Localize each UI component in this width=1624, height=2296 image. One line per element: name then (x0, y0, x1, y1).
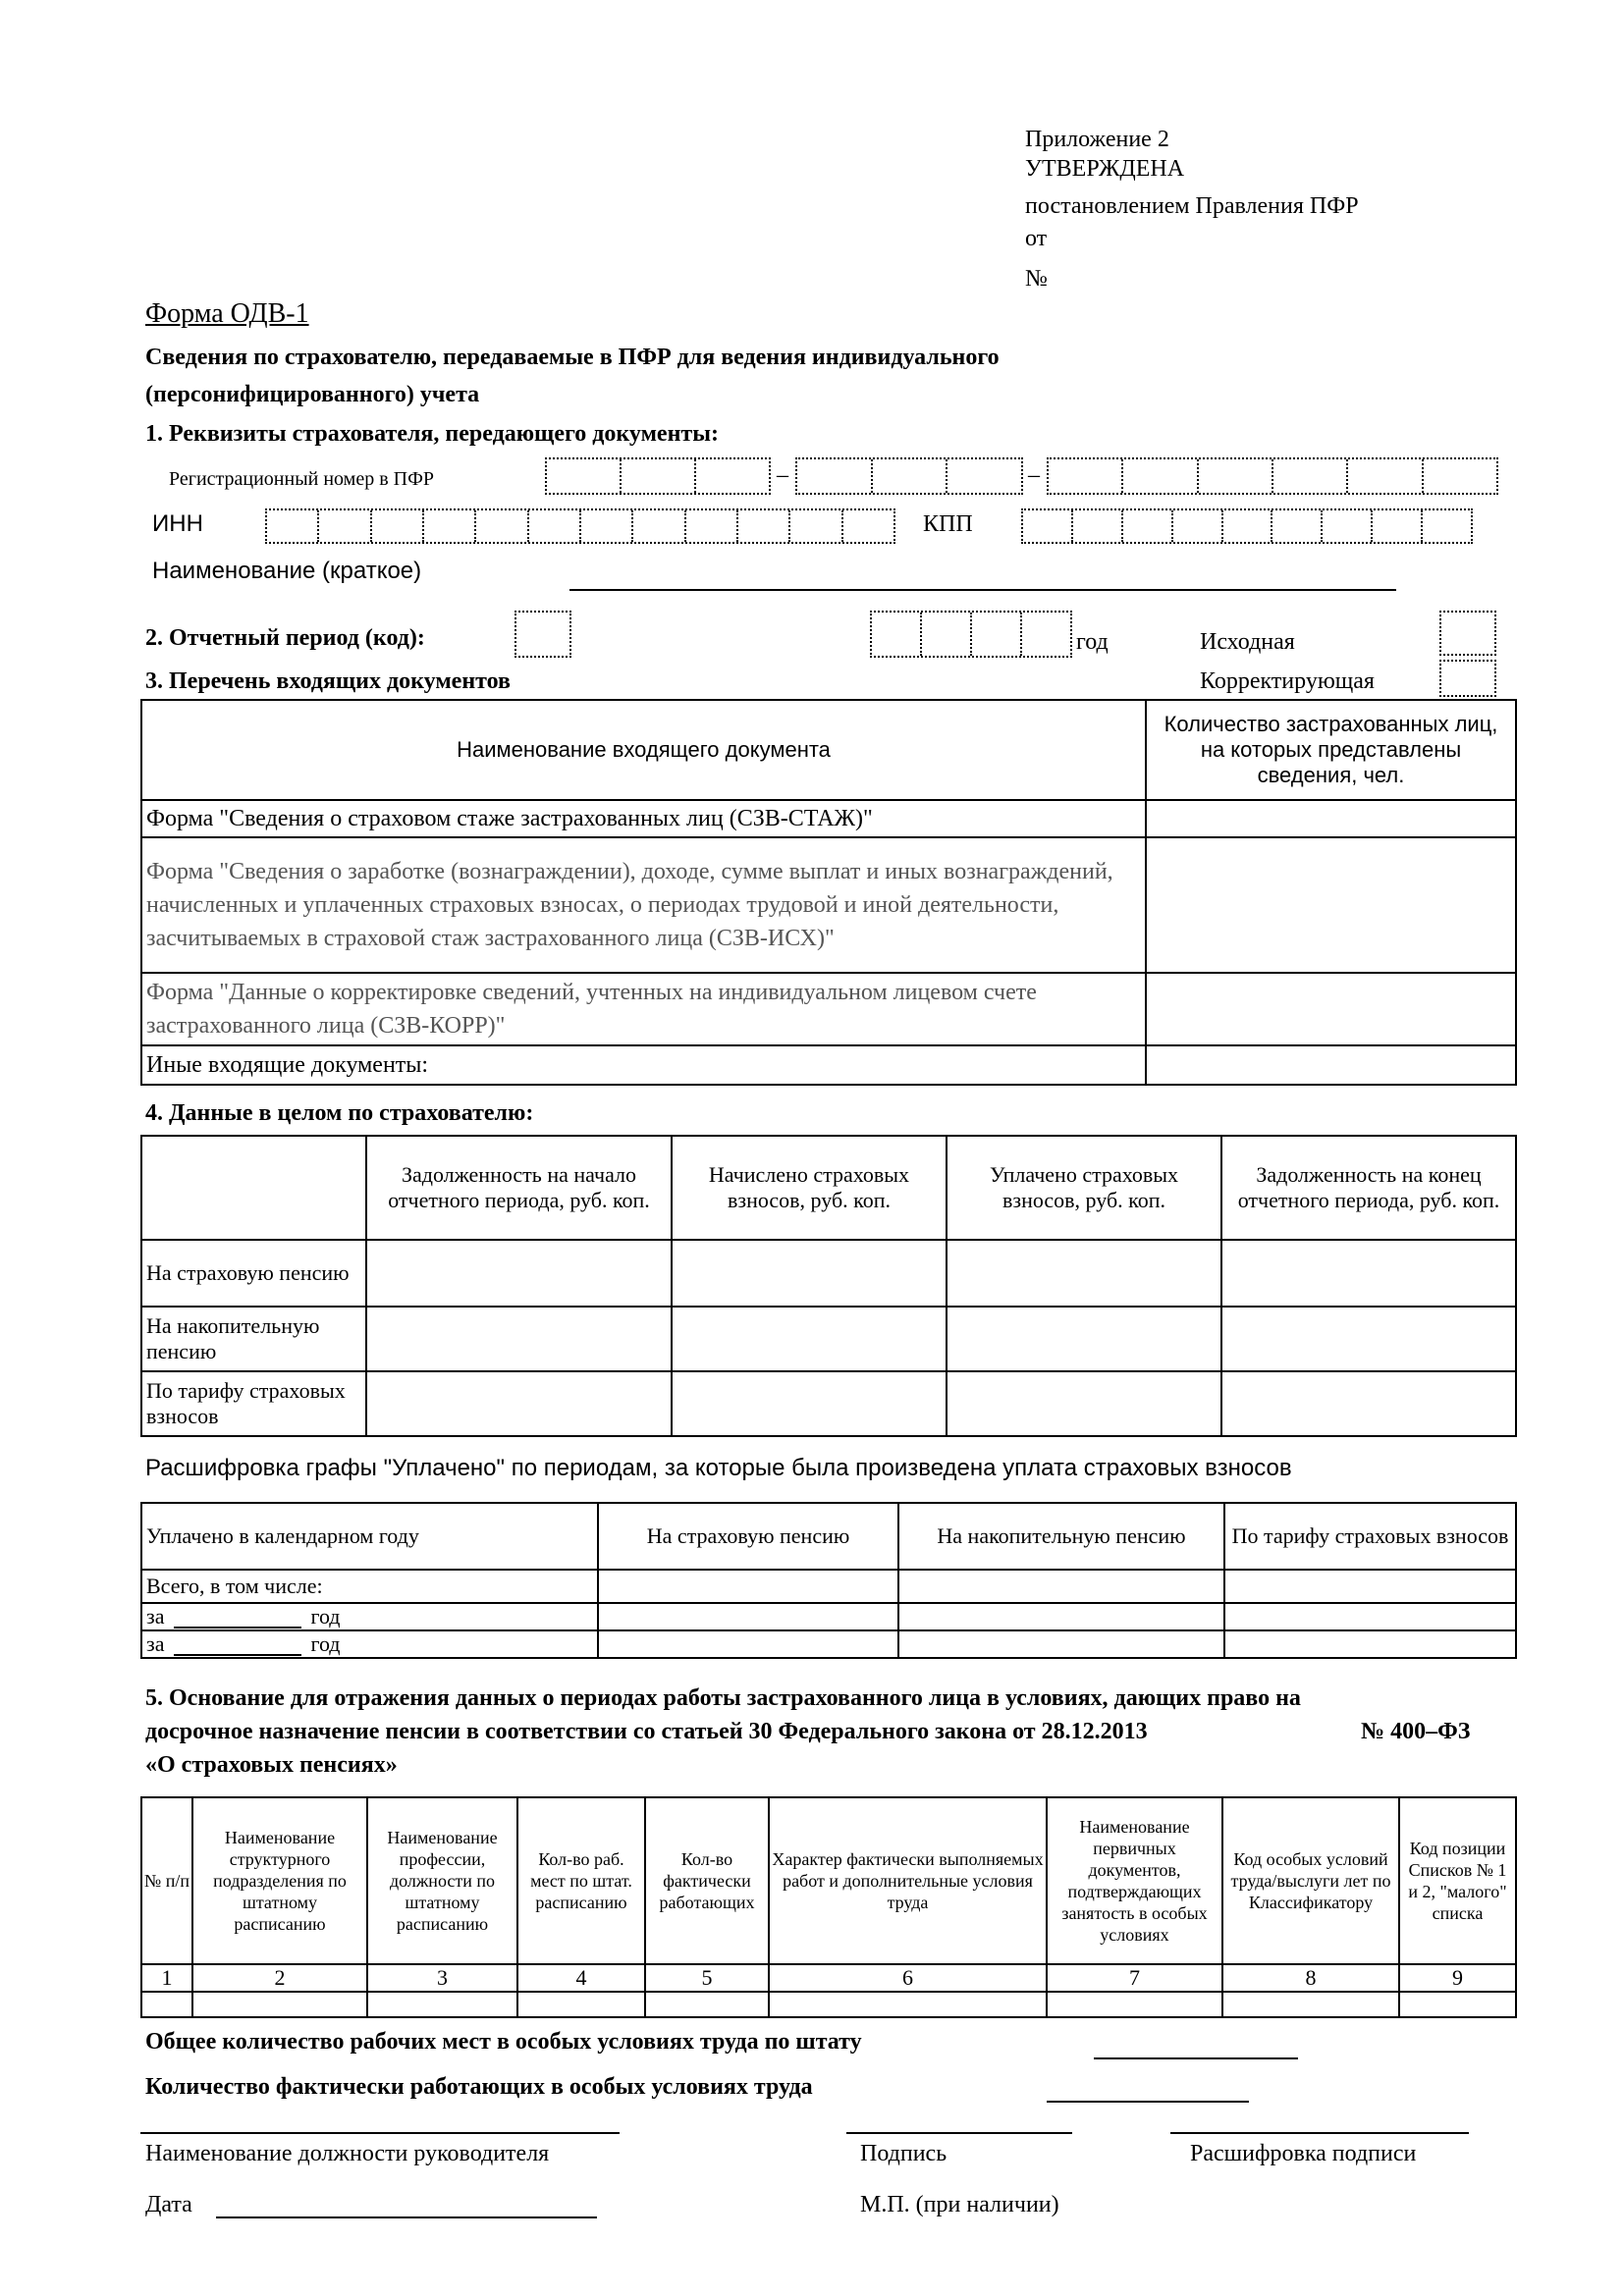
number-label: № (1025, 266, 1048, 292)
table-row (141, 1045, 1516, 1085)
section5-heading-line1: 5. Основание для отражения данных о периодах работы застрахованного лица в условиях, дающих право на (145, 1685, 1301, 1711)
corrective-label: Корректирующая (1200, 668, 1375, 694)
sc-col-documents: Наименование первичных документов, подтверждающих занятость в особых условиях (1047, 1797, 1222, 1964)
reg-number-part3[interactable] (1047, 457, 1498, 495)
value-cell[interactable] (769, 1992, 1047, 2017)
stamp-label: М.П. (при наличии) (860, 2192, 1059, 2217)
section5-heading-line2: досрочное назначение пенсии в соответствии со статьей 30 Федерального закона от 28.12.2013 (145, 1719, 1148, 1744)
value-cell[interactable] (672, 1371, 947, 1436)
breakdown-row-year (141, 1630, 598, 1658)
breakdown-col-insurance: На страховую пенсию (598, 1503, 898, 1570)
sc-col-code: Код особых условий труда/выслуги лет по Классификатору (1222, 1797, 1399, 1964)
value-cell[interactable] (1221, 1371, 1516, 1436)
section3-heading: 3. Перечень входящих документов (145, 668, 511, 694)
value-cell[interactable] (672, 1307, 947, 1371)
year-suffix: год (310, 1604, 341, 1629)
sc-num-9: 9 (1399, 1964, 1516, 1992)
value-cell[interactable] (367, 1992, 517, 2017)
for-label: за (146, 1631, 165, 1656)
year-input-line[interactable] (174, 1638, 301, 1656)
short-name-line[interactable] (569, 589, 1396, 591)
inn-field[interactable] (265, 508, 895, 544)
resolution-label: постановлением Правления ПФР (1025, 193, 1359, 219)
kpp-field[interactable] (1021, 508, 1473, 544)
value-cell[interactable] (1222, 1992, 1399, 2017)
actual-workers-line[interactable] (1047, 2101, 1249, 2103)
sc-col-unit: Наименование структурного подразделения по штатному расписанию (192, 1797, 367, 1964)
breakdown-col-year: Уплачено в календарном году (141, 1503, 598, 1570)
value-cell[interactable] (672, 1240, 947, 1307)
special-conditions-table (140, 1796, 1517, 2018)
section2-heading: 2. Отчетный период (код): (145, 625, 425, 651)
value-cell[interactable] (1224, 1630, 1516, 1658)
insurer-col-accrued: Начислено страховых взносов, руб. коп. (672, 1136, 947, 1240)
value-cell[interactable] (1399, 1992, 1516, 2017)
value-cell[interactable] (1221, 1307, 1516, 1371)
date-label: Дата (145, 2192, 192, 2217)
table-row (141, 800, 1516, 837)
for-label: за (146, 1604, 165, 1629)
value-cell[interactable] (898, 1570, 1224, 1603)
total-places-label: Общее количество рабочих мест в особых условиях труда по штату (145, 2029, 862, 2055)
signature-decode-label: Расшифровка подписи (1190, 2141, 1417, 2166)
value-cell[interactable] (192, 1992, 367, 2017)
kpp-label: КПП (923, 511, 973, 537)
table-row (141, 1964, 1516, 1992)
table-row (141, 1570, 1516, 1603)
value-cell[interactable] (517, 1992, 645, 2017)
position-line[interactable] (140, 2132, 620, 2134)
breakdown-title: Расшифровка графы "Уплачено" по периодам, за которые была произведена уплата страховых взносов (145, 1455, 1292, 1481)
incoming-count-cell[interactable] (1146, 837, 1516, 973)
signature-decode-line[interactable] (1170, 2132, 1469, 2134)
table-row (141, 973, 1516, 1045)
value-cell[interactable] (898, 1630, 1224, 1658)
insurer-col-debt-start: Задолженность на начало отчетного периода, руб. коп. (366, 1136, 672, 1240)
incoming-count-cell[interactable] (1146, 800, 1516, 837)
inn-label: ИНН (152, 510, 203, 537)
sc-num-7: 7 (1047, 1964, 1222, 1992)
total-places-line[interactable] (1094, 2057, 1298, 2059)
reg-dash-1: – (777, 462, 788, 488)
incoming-doc-szv-isx: Форма "Сведения о заработке (вознаграждении), доходе, сумме выплат и иных вознаграждений, начисленных и уплаченных страховых взносах, о периодах трудовой и иной деятельности, засчитываемых в страховой стаж застрахованного лица (СЗВ-ИСХ)" (141, 837, 1146, 973)
sc-col-staff-places: Кол-во раб. мест по штат. расписанию (517, 1797, 645, 1964)
incoming-col-document: Наименование входящего документа (141, 700, 1146, 800)
section4-heading: 4. Данные в целом по страхователю: (145, 1100, 534, 1126)
incoming-count-cell[interactable] (1146, 1045, 1516, 1085)
original-checkbox[interactable] (1439, 611, 1496, 656)
value-cell[interactable] (1221, 1240, 1516, 1307)
period-code-field[interactable] (514, 611, 571, 658)
value-cell[interactable] (947, 1240, 1221, 1307)
signature-label: Подпись (860, 2141, 947, 2166)
sc-col-list-code: Код позиции Списков № 1 и 2, "малого" списка (1399, 1797, 1516, 1964)
insurer-row-funded-pension: На накопительную пенсию (141, 1307, 366, 1371)
breakdown-col-tariff: По тарифу страховых взносов (1224, 1503, 1516, 1570)
sc-num-2: 2 (192, 1964, 367, 1992)
sc-num-1: 1 (141, 1964, 192, 1992)
form-title-line2: (персонифицированного) учета (145, 382, 480, 407)
year-suffix: год (310, 1631, 341, 1656)
incoming-col-count: Количество застрахованных лиц, на которых представлены сведения, чел. (1146, 700, 1516, 800)
insurer-row-insurance-pension: На страховую пенсию (141, 1240, 366, 1307)
value-cell[interactable] (598, 1630, 898, 1658)
incoming-doc-szv-korr: Форма "Данные о корректировке сведений, учтенных на индивидуальном лицевом счете застрахованного лица (СЗВ-КОРР)" (141, 973, 1146, 1045)
incoming-documents-table (140, 699, 1517, 1086)
table-row (141, 1992, 1516, 2017)
reg-dash-2: – (1028, 462, 1040, 488)
insurer-data-table (140, 1135, 1517, 1437)
breakdown-col-funded: На накопительную пенсию (898, 1503, 1224, 1570)
actual-workers-label: Количество фактически работающих в особых условиях труда (145, 2074, 813, 2100)
value-cell[interactable] (598, 1570, 898, 1603)
incoming-doc-szv-stazh: Форма "Сведения о страховом стаже застрахованных лиц (СЗВ-СТАЖ)" (141, 800, 1146, 837)
table-row (141, 1240, 1516, 1307)
breakdown-row-year (141, 1603, 598, 1630)
incoming-doc-other: Иные входящие документы: (141, 1045, 1146, 1085)
value-cell[interactable] (1224, 1603, 1516, 1630)
value-cell[interactable] (1224, 1570, 1516, 1603)
sc-col-actual: Кол-во фактически работающих (645, 1797, 769, 1964)
year-input-line[interactable] (174, 1611, 301, 1629)
insurer-col-debt-end: Задолженность на конец отчетного периода, руб. коп. (1221, 1136, 1516, 1240)
value-cell[interactable] (366, 1307, 672, 1371)
value-cell[interactable] (366, 1371, 672, 1436)
signature-line[interactable] (846, 2132, 1072, 2134)
original-label: Исходная (1200, 629, 1295, 655)
sc-num-8: 8 (1222, 1964, 1399, 1992)
sc-num-4: 4 (517, 1964, 645, 1992)
value-cell[interactable] (947, 1307, 1221, 1371)
year-field[interactable] (870, 611, 1072, 658)
value-cell[interactable] (947, 1371, 1221, 1436)
breakdown-row-total: Всего, в том числе: (141, 1570, 598, 1603)
value-cell[interactable] (141, 1992, 192, 2017)
value-cell[interactable] (645, 1992, 769, 2017)
section5-heading-line3: «О страховых пенсиях» (145, 1752, 398, 1778)
position-label: Наименование должности руководителя (145, 2141, 550, 2166)
sc-col-num: № п/п (141, 1797, 192, 1964)
section5-law-number: № 400–ФЗ (1361, 1719, 1471, 1744)
table-row (141, 1630, 1516, 1658)
section1-heading: 1. Реквизиты страхователя, передающего документы: (145, 421, 719, 447)
form-title-line1: Сведения по страхователю, передаваемые в ПФР для ведения индивидуального (145, 345, 1000, 370)
value-cell[interactable] (898, 1603, 1224, 1630)
table-row (141, 1371, 1516, 1436)
form-name: Форма ОДВ-1 (145, 298, 309, 329)
sc-num-6: 6 (769, 1964, 1047, 1992)
approved-label: УТВЕРЖДЕНА (1025, 156, 1185, 182)
corrective-checkbox[interactable] (1439, 660, 1496, 697)
reg-number-part2[interactable] (795, 457, 1023, 495)
sc-col-work-nature: Характер фактически выполняемых работ и дополнительные условия труда (769, 1797, 1047, 1964)
value-cell[interactable] (366, 1240, 672, 1307)
table-row (141, 1307, 1516, 1371)
short-name-label: Наименование (краткое) (152, 558, 422, 584)
reg-number-label: Регистрационный номер в ПФР (169, 468, 434, 490)
incoming-count-cell[interactable] (1146, 973, 1516, 1045)
date-line[interactable] (216, 2216, 597, 2218)
value-cell[interactable] (598, 1603, 898, 1630)
reg-number-part1[interactable] (545, 457, 771, 495)
insurer-col-empty (141, 1136, 366, 1240)
year-label: год (1076, 629, 1109, 655)
paid-breakdown-table (140, 1502, 1517, 1659)
value-cell[interactable] (1047, 1992, 1222, 2017)
sc-num-3: 3 (367, 1964, 517, 1992)
table-row (141, 1603, 1516, 1630)
sc-col-profession: Наименование профессии, должности по штатному расписанию (367, 1797, 517, 1964)
insurer-col-paid: Уплачено страховых взносов, руб. коп. (947, 1136, 1221, 1240)
appendix-label: Приложение 2 (1025, 127, 1169, 152)
date-from-label: от (1025, 226, 1048, 251)
sc-num-5: 5 (645, 1964, 769, 1992)
table-row (141, 837, 1516, 973)
insurer-row-tariff: По тарифу страховых взносов (141, 1371, 366, 1436)
